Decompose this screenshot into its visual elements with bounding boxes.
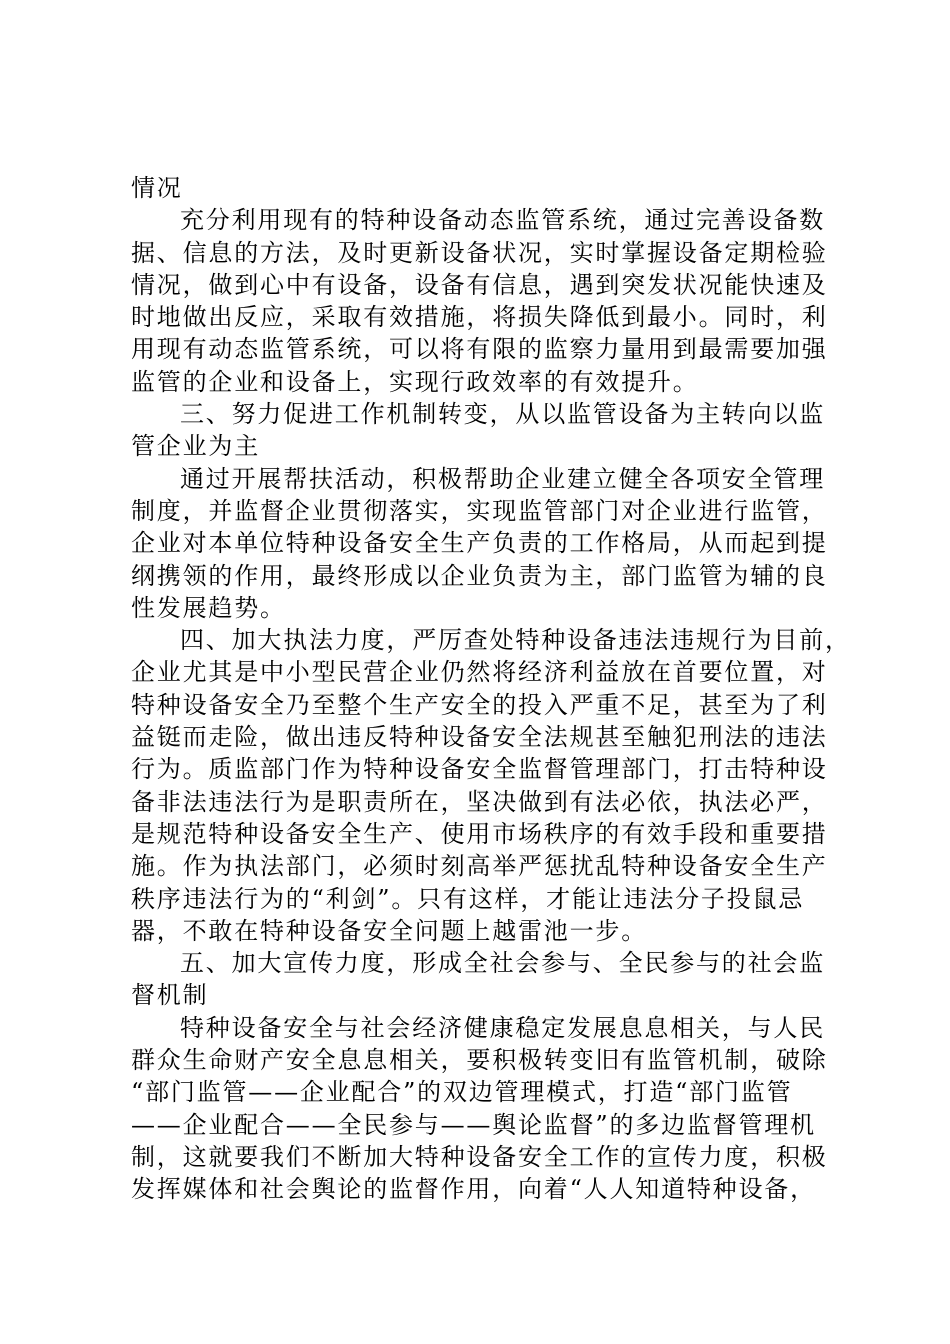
text-line: 施。作为执法部门，必须时刻高举严惩扰乱特种设备安全生产	[131, 852, 828, 881]
text-line: 行为。质监部门作为特种设备安全监督管理部门，打击特种设	[131, 755, 828, 784]
text-line: 管企业为主	[131, 432, 260, 461]
text-line: 特种设备安全乃至整个生产安全的投入严重不足，甚至为了利	[131, 690, 828, 719]
text-line: 据、信息的方法，及时更新设备状况，实时掌握设备定期检验	[131, 238, 828, 267]
text-line: 是规范特种设备安全生产、使用市场秩序的有效手段和重要措	[131, 819, 828, 848]
text-line: 特种设备安全与社会经济健康稳定发展息息相关，与人民	[180, 1013, 825, 1042]
text-line: 时地做出反应，采取有效措施，将损失降低到最小。同时，利	[131, 303, 828, 332]
text-line: 五、加大宣传力度，形成全社会参与、全民参与的社会监	[180, 949, 825, 978]
text-line: 充分利用现有的特种设备动态监管系统，通过完善设备数	[180, 206, 825, 235]
text-line: 督机制	[131, 981, 209, 1010]
text-line: 用现有动态监管系统，可以将有限的监察力量用到最需要加强	[131, 335, 828, 364]
text-line: “部门监管——企业配合”的双边管理模式，打造“部门监管	[131, 1078, 793, 1107]
text-line: 秩序违法行为的“利剑”。只有这样，才能让违法分子投鼠忌	[131, 884, 805, 913]
text-line: 发挥媒体和社会舆论的监督作用，向着“人人知道特种设备，	[131, 1175, 816, 1204]
text-line: 通过开展帮扶活动，积极帮助企业建立健全各项安全管理	[180, 464, 825, 493]
text-line: 益铤而走险，做出违反特种设备安全法规甚至触犯刑法的违法	[131, 723, 828, 752]
text-line: 器，不敢在特种设备安全问题上越雷池一步。	[131, 916, 647, 945]
text-line: 制度，并监督企业贯彻落实，实现监管部门对企业进行监管，	[131, 496, 828, 525]
text-line: 性发展趋势。	[131, 593, 286, 622]
text-line: 监管的企业和设备上，实现行政效率的有效提升。	[131, 367, 699, 396]
text-line: 情况	[131, 174, 183, 202]
text-line: 群众生命财产安全息息相关，要积极转变旧有监管机制，破除	[131, 1046, 828, 1075]
text-line: 制，这就要我们不断加大特种设备安全工作的宣传力度，积极	[131, 1142, 828, 1171]
text-line: ——企业配合——全民参与——舆论监督”的多边监督管理机	[131, 1110, 816, 1139]
text-line: 三、努力促进工作机制转变，从以监管设备为主转向以监	[180, 400, 825, 429]
document-body	[131, 172, 851, 1206]
text-line: 备非法违法行为是职责所在，坚决做到有法必依，执法必严，	[131, 787, 828, 816]
text-line: 企业尤其是中小型民营企业仍然将经济利益放在首要位置，对	[131, 658, 828, 687]
text-line: 企业对本单位特种设备安全生产负责的工作格局，从而起到提	[131, 529, 828, 558]
text-line: 纲携领的作用，最终形成以企业负责为主，部门监管为辅的良	[131, 561, 828, 590]
text-line: 四、加大执法力度，严厉查处特种设备违法违规行为目前，	[180, 626, 851, 655]
text-line: 情况，做到心中有设备，设备有信息，遇到突发状况能快速及	[131, 270, 828, 299]
